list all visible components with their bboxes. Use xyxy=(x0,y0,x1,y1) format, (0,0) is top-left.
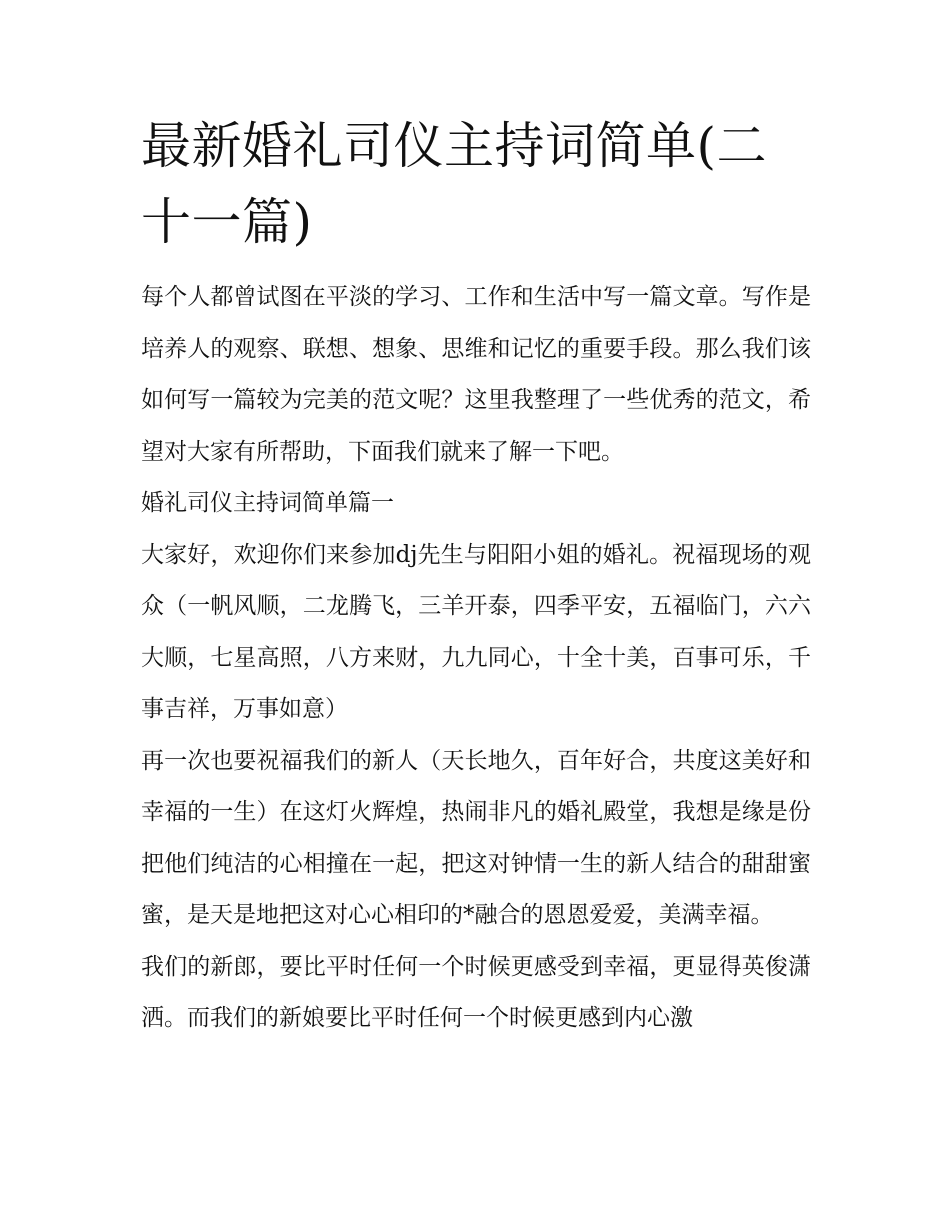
intro-block xyxy=(141,272,811,478)
intro-paragraph: 每个人都曾试图在平淡的学习、工作和生活中写一篇文章。写作是培养人的观察、联想、想象、思维和记忆的重要手段。那么我们该如何写一篇较为完美的范文呢？这里我整理了一些优秀的范文，希望对大家有所帮助，下面我们就来了解一下吧。 xyxy=(141,284,811,465)
section-heading: 婚礼司仪主持词简单篇一 xyxy=(141,490,394,516)
document-content xyxy=(141,108,811,1045)
body-paragraph-1: 大家好，欢迎你们来参加dj先生与阳阳小姐的婚礼。祝福现场的观众（一帆风顺，二龙腾飞，三羊开泰，四季平安，五福临门，六六大顺，七星高照，八方来财，九九同心，十全十美，百事可乐，千事吉祥，万事如意） xyxy=(141,541,811,722)
document-title: 最新婚礼司仪主持词简单(二十一篇) xyxy=(141,117,768,251)
body-paragraph-2: 再一次也要祝福我们的新人（天长地久，百年好合，共度这美好和幸福的一生）在这灯火辉煌，热闹非凡的婚礼殿堂，我想是缘是份把他们纯洁的心相撞在一起，把这对钟情一生的新人结合的甜甜蜜蜜，是天是地把这对心心相印的*融合的恩恩爱爱，美满幸福。 xyxy=(141,747,811,928)
body-paragraph-3: 我们的新郎，要比平时任何一个时候更感受到幸福，更显得英俊潇洒。而我们的新娘要比平时任何一个时候更感到内心激 xyxy=(141,953,811,1031)
